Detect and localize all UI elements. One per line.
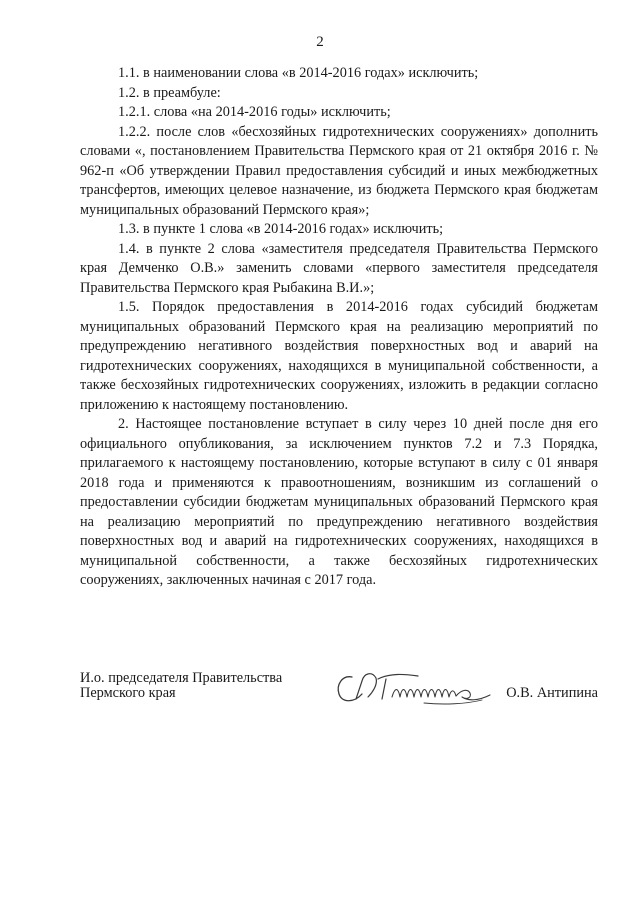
- paragraph-1-1: 1.1. в наименовании слова «в 2014-2016 годах» исключить;: [118, 65, 479, 81]
- document-body: [80, 64, 598, 591]
- paragraph-1-2-2: 1.2.2. после слов «бесхозяйных гидротехнических сооружениях» дополнить словами «, постановлением Правительства Пермского края от 21 октября 2016 г. № 962-п «Об утверждении Правил предоставления субсидий и иных межбюджетных трансфертов, имеющих целевое назначение, из бюджета Пермского края бюджетам муниципальных образований Пермского края»;: [80, 123, 598, 218]
- signer-position-line-2: Пермского края: [80, 685, 176, 701]
- signer-position: [80, 671, 282, 701]
- paragraph-1-2: 1.2. в преамбуле:: [118, 84, 221, 101]
- handwritten-signature: [332, 663, 504, 709]
- paragraph-1-5: 1.5. Порядок предоставления в 2014-2016 годах субсидий бюджетам муниципальных образований Пермского края на реализацию мероприятий по предупреждению негативного воздействия поверхностных вод и аварий на гидротехнических сооружениях, находящихся в муниципальной собственности, а также бесхозяйных гидротехнических сооружениях, изложить в редакции согласно приложению к настоящему постановлению.: [80, 299, 598, 413]
- signature-block: [80, 671, 598, 721]
- paragraph-1-3: 1.3. в пункте 1 слова «в 2014-2016 годах» исключить;: [118, 221, 444, 237]
- paragraph-1-2-1: 1.2.1. слова «на 2014-2016 годы» исключить;: [118, 104, 391, 120]
- page-number: 2: [316, 34, 324, 50]
- signer-position-line-1: И.о. председателя Правительства: [80, 670, 283, 686]
- paragraph-2: 2. Настоящее постановление вступает в силу через 10 дней после дня его официального опубликования, за исключением пунктов 7.2 и 7.3 Порядка, прилагаемого к настоящему постановлению, которые вступают в силу с 01 января 2018 года и применяются к правоотношениям, возникшим из соглашений о предоставлении субсидии бюджетам муниципальных образований Пермского края на реализацию мероприятий по предупреждению негативного воздействия поверхностных вод и аварий на гидротехнических сооружениях, находящихся в муниципальной собственности, а также бесхозяйных гидротехнических сооружениях, заключенных начиная с 2017 года.: [80, 416, 598, 588]
- signer-name: О.В. Антипина: [506, 685, 598, 701]
- paragraph-1-4: 1.4. в пункте 2 слова «заместителя председателя Правительства Пермского края Демченко О.В.» заменить словами «первого заместителя председателя Правительства Пермского края Рыбакина В.И.»;: [80, 240, 598, 296]
